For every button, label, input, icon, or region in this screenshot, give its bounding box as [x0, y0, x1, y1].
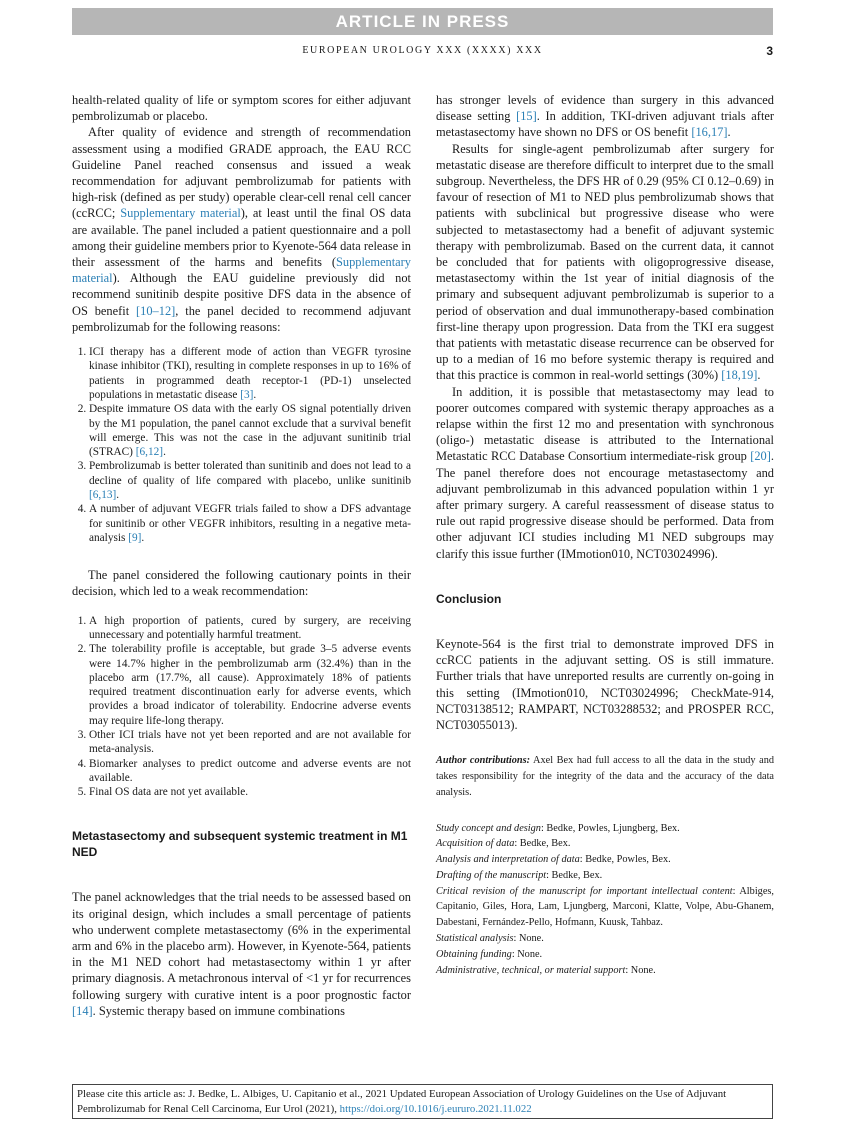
contribution-line: Obtaining funding: None.: [436, 948, 543, 960]
running-head: EUROPEAN UROLOGY XXX (XXXX) XXX: [302, 45, 543, 56]
list-item: 1. A high proportion of patients, cured by surgery, are receiving unnecessary and potentially harmful treatment.: [89, 614, 411, 643]
reference-link[interactable]: [10–12]: [136, 303, 176, 318]
list-item: 1. ICI therapy has a different mode of action than VEGFR tyrosine kinase inhibitor (TKI), resulting in complete responses in up to 16% of patients in programmed death receptor-1 (PD-1) unselected populations in metastatic disease [3].: [89, 345, 411, 402]
contribution-line: Administrative, technical, or material support: None.: [436, 964, 656, 976]
paragraph: has stronger levels of evidence than surgery in this advanced disease setting [15]. In addition, TKI-driven adjuvant trials after metastasectomy have shown no DFS or OS benefit [16,17].: [436, 93, 775, 140]
right-column: [436, 92, 774, 978]
list-item: 3. Other ICI trials have not yet been reported and are not available for meta-analysis.: [89, 728, 411, 757]
article-in-press-banner: ARTICLE IN PRESS: [72, 8, 773, 35]
citation-box: Please cite this article as: J. Bedke, L. Albiges, U. Capitanio et al., 2021 Updated European Association of Urology Guidelines on the Use of Adjuvant Pembrolizumab for Renal Cell Carcinoma, Eur Urol (2021), https://doi.org/10.1016/j.eururo.2021.11.022: [72, 1084, 773, 1119]
reference-link[interactable]: [14]: [72, 1003, 93, 1018]
doi-link[interactable]: https://doi.org/10.1016/j.eururo.2021.11.022: [339, 1102, 532, 1115]
reference-link[interactable]: [9]: [128, 531, 142, 544]
reference-link[interactable]: [3]: [240, 388, 254, 401]
list-item: 2. The tolerability profile is acceptable, but grade 3–5 adverse events were 14.7% higher in the pembrolizumab arm (32.4%) than in the placebo arm (17.7%, all cause). Approximately 18% of patients required treatment discontinuation early for adverse events, which provides a broad indicator of tolerability. Endocrine adverse events may require life-long therapy.: [89, 642, 411, 728]
list-item: 4. A number of adjuvant VEGFR trials failed to show a DFS advantage for sunitinib or other VEGFR inhibitors, resulting in a negative meta-analysis [9].: [89, 502, 411, 545]
contribution-line: Acquisition of data: Bedke, Bex.: [436, 838, 571, 850]
reference-link[interactable]: [18,19]: [721, 368, 758, 383]
reference-link[interactable]: [20]: [750, 449, 771, 464]
paragraph: The panel acknowledges that the trial needs to be assessed based on its original design, which includes a small percentage of patients who underwent complete metastasectomy (6% in the experimental arm and 6% in the placebo arm). However, in Kyenote-564, patients in the M1 NED cohort had metastasectomy within 1 yr after primary diagnosis. A metachronous interval of <1 yr for recurrences following surgery with curative intent is a poor prognostic factor [14]. Systemic therapy based on immune combinations: [72, 890, 411, 1018]
cautions-list: [72, 614, 411, 800]
contribution-line: Analysis and interpretation of data: Bedke, Powles, Bex.: [436, 854, 671, 866]
list-item: 2. Despite immature OS data with the early OS signal potentially driven by the M1 population, the panel cannot exclude that a survival benefit will emerge. This was not the case in the adjuvant sunitinib trial (STRAC) [6,12].: [89, 402, 411, 459]
reference-link[interactable]: [16,17]: [691, 125, 728, 140]
list-item: 5. Final OS data are not yet available.: [89, 785, 411, 799]
paragraph: After quality of evidence and strength of recommendation assessment using a modified GRADE approach, the EAU RCC Guideline Panel reached consensus and issued a weak recommendation for adjuvant pembrolizumab for patients with high-risk (defined as per study) operable clear-cell renal cell cancer (ccRCC; Supplementary material), at least until the final OS data are available. The panel included a patient questionnaire and a poll among their guideline members prior to Kyenote-564 data release in their assessment of the harms and benefits (Supplementary material). Although the EAU guideline previously did not recommend sunitinib despite positive DFS data in the absence of OS benefit [10–12], the panel decided to recommend adjuvant pembrolizumab for the following reasons:: [72, 125, 411, 334]
contribution-line: Drafting of the manuscript: Bedke, Bex.: [436, 869, 603, 881]
contribution-line: Critical revision of the manuscript for important intellectual content: Albiges, Capitanio, Giles, Hora, Lam, Ljungberg, Marconi, Klatte, Volpe, Abu-Ghanem, Dabestani, Fernández-Pello, Hofmann, Kuusk, Tahbaz.: [436, 885, 774, 929]
list-item: 4. Biomarker analyses to predict outcome and adverse events are not available.: [89, 757, 411, 786]
paragraph: health-related quality of life or symptom scores for either adjuvant pembrolizumab or placebo.: [72, 93, 411, 124]
contribution-line: Statistical analysis: None.: [436, 933, 544, 945]
reference-link[interactable]: [6,12]: [135, 446, 164, 459]
conclusion-paragraph: Keynote-564 is the first trial to demonstrate improved DFS in ccRCC patients in the adjuvant setting. OS is still immature. Further trials that have unreported results are currently on-going in this setting (IMmotion010, NCT03024996; CheckMate-914, NCT03138512; RAMPART, NCT03288532; and PROSPER RCC, NCT03055013).: [436, 636, 774, 732]
supplementary-link[interactable]: Supplementary material: [72, 255, 411, 286]
list-item: 3. Pembrolizumab is better tolerated than sunitinib and does not lead to a decline of quality of life compared with placebo, unlike sunitinib [6,13].: [89, 459, 411, 502]
conclusion-heading: Conclusion: [436, 591, 502, 606]
reasons-list: [72, 345, 411, 545]
supplementary-link[interactable]: Supplementary material: [120, 206, 241, 221]
reference-link[interactable]: [15]: [516, 109, 537, 124]
left-column: [72, 92, 411, 1019]
paragraph: In addition, it is possible that metastasectomy may lead to poorer outcomes compared with systemic therapy approaches as a relapse within the first 12 mo and presentation with synchronous (oligo-) metastatic disease is attributed to the International Metastatic RCC Database Consortium intermediate-risk group [20]. The panel therefore does not encourage metastasectomy and adjuvant pembrolizumab in this advanced population within 1 yr after primary surgery. A careful reassessment of disease status to rule out rapid progressive disease should be performed. Data from other adjuvant ICI studies including M1 NED subgroups may clarify this issue further (IMmotion010, NCT03024996).: [436, 384, 774, 561]
paragraph: The panel considered the following cautionary points in their decision, which led to a weak recommendation:: [72, 568, 411, 599]
author-contributions: Author contributions: Axel Bex had full access to all the data in the study and takes responsibility for the integrity of the data and the accuracy of the data analysis.: [436, 755, 774, 798]
section-heading: Metastasectomy and subsequent systemic treatment in M1 NED: [72, 829, 408, 860]
paragraph: Results for single-agent pembrolizumab after surgery for metastatic disease are therefore difficult to interpret due to the small subgroup. Nevertheless, the DFS HR of 0.29 (95% CI 0.12–0.69) in favour of resection of M1 to NED plus pembrolizumab shows that patients with subclinical but progressive disease who were subjected to metastasectomy had a benefit of adjuvant systemic therapy with pembrolizumab. Based on the current data, it cannot be concluded that for patients with oligoprogressive disease, metastasectomy within the 1st year of initial diagnosis of the primary and subsequent adjuvant pembrolizumab is superior to a period of observation and dual immunotherapy-based combination first-line therapy upon progression. Data from the TKI era suggest that patients with metastatic disease recurrence can be observed for up to a median of 16 mo before systemic therapy is required and that this practice is common in real-world settings (30%) [18,19].: [436, 141, 774, 383]
reference-link[interactable]: [6,13]: [89, 489, 117, 502]
contribution-line: Study concept and design: Bedke, Powles, Ljungberg, Bex.: [436, 822, 680, 834]
page-number: 3: [766, 44, 773, 58]
